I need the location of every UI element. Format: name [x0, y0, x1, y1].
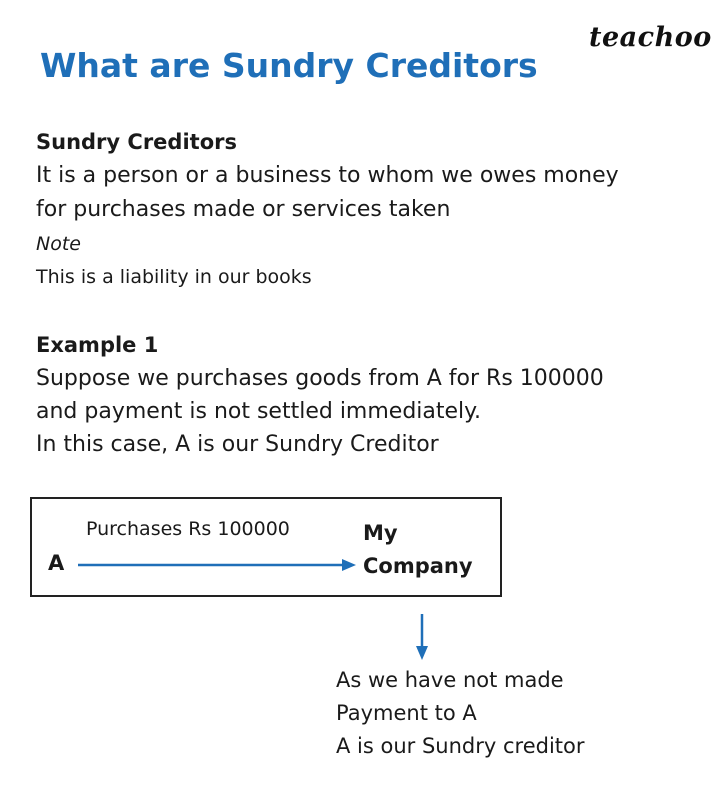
teachoo-logo: teachoo: [589, 22, 712, 53]
example-heading: Example 1: [36, 333, 159, 357]
conclusion-line-2: Payment to A: [336, 701, 477, 725]
definition-line-1: It is a person or a business to whom we owes money: [36, 163, 619, 188]
diagram-node-company: [363, 517, 473, 583]
example-line-1: Suppose we purchases goods from A for Rs 100000: [36, 366, 604, 391]
note-label: Note: [36, 233, 81, 255]
down-arrow-icon: [412, 612, 432, 662]
conclusion-line-3: A is our Sundry creditor: [336, 734, 585, 758]
definition-line-2: for purchases made or services taken: [36, 197, 451, 222]
company-line-1: My: [363, 521, 398, 545]
right-arrow-icon: [76, 555, 358, 575]
diagram-node-a: A: [48, 551, 65, 575]
diagram-edge-label: Purchases Rs 100000: [86, 518, 290, 540]
conclusion-line-1: As we have not made: [336, 668, 564, 692]
example-line-3: In this case, A is our Sundry Creditor: [36, 432, 439, 457]
note-text: This is a liability in our books: [36, 266, 312, 288]
definition-heading: Sundry Creditors: [36, 130, 237, 154]
transaction-diagram: [30, 497, 502, 597]
example-line-2: and payment is not settled immediately.: [36, 399, 482, 424]
page-title: What are Sundry Creditors: [40, 46, 538, 85]
company-line-2: Company: [363, 554, 473, 578]
